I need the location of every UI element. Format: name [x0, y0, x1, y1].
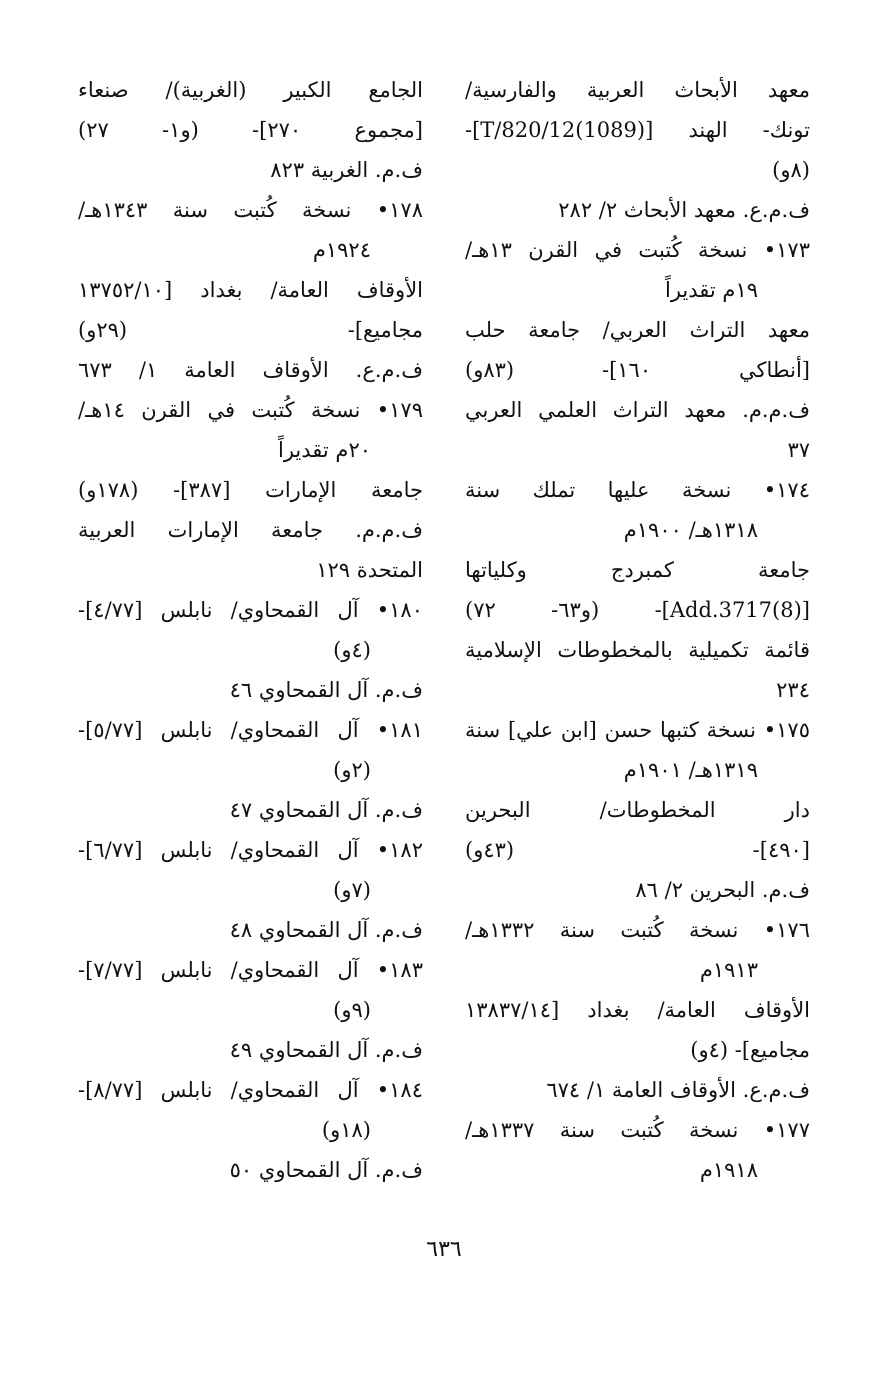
right-column-line: معهد التراث العربي/ جامعة حلب: [465, 318, 810, 342]
right-column-line: ١٧٦• نسخة كُتبت سنة ١٣٣٢هـ/: [465, 918, 810, 942]
left-column-line: ١٩٢٤م: [312, 238, 371, 262]
right-column-line: [Add.3717(8)]- (و٦٣- ٧٢): [465, 598, 810, 622]
left-column-line: (٤و): [333, 638, 371, 662]
right-column-line: جامعة كمبردج وكلياتها: [465, 558, 810, 582]
left-column-line: ١٨٤• آل القمحاوي/ نابلس [٨/٧٧]-: [78, 1078, 423, 1102]
right-column-line: الأوقاف العامة/ بغداد [١٣٨٣٧/١٤: [465, 998, 810, 1022]
right-column-line: قائمة تكميلية بالمخطوطات الإسلامية: [465, 638, 810, 662]
left-column-line: الأوقاف العامة/ بغداد [١٣٧٥٢/١٠: [78, 278, 423, 302]
right-column-line: ٢٣٤: [776, 678, 810, 702]
right-column-line: ١٩١٨م: [699, 1158, 758, 1182]
right-column-line: ف.م. البحرين ٢/ ٨٦: [635, 878, 810, 902]
left-column-line: ١٧٨• نسخة كُتبت سنة ١٣٤٣هـ/: [78, 198, 423, 222]
left-column-line: ف.م. آل القمحاوي ٥٠: [229, 1158, 423, 1182]
left-column-line: [مجموع ٢٧٠]- (و١- ٢٧): [78, 118, 423, 142]
right-column-line: ٣٧: [787, 438, 810, 462]
right-column-line: مجاميع]- (٤و): [690, 1038, 810, 1062]
right-column-line: ١٧٥• نسخة كتبها حسن [ابن علي] سنة: [465, 718, 810, 742]
left-column-line: (١٨و): [321, 1118, 371, 1142]
left-column-line: ف.م. آل القمحاوي ٤٨: [229, 918, 423, 942]
left-column-line: الجامع الكبير (الغربية)/ صنعاء: [78, 78, 423, 102]
right-column-line: ف.م.ع. الأوقاف العامة ١/ ٦٧٤: [546, 1078, 810, 1102]
right-column-line: ١٣١٩هـ/ ١٩٠١م: [623, 758, 758, 782]
left-column-line: ١٨٠• آل القمحاوي/ نابلس [٤/٧٧]-: [78, 598, 423, 622]
right-column: [465, 70, 810, 1190]
right-column-line: ١٧٧• نسخة كُتبت سنة ١٣٣٧هـ/: [465, 1118, 810, 1142]
left-column-line: ٢٠م تقديراً: [278, 438, 371, 462]
left-column-line: ف.م.م. جامعة الإمارات العربية: [78, 518, 423, 542]
right-column-line: ١٧٤• نسخة عليها تملك سنة: [465, 478, 810, 502]
right-column-line: ١٣١٨هـ/ ١٩٠٠م: [623, 518, 758, 542]
left-column-line: ١٨٢• آل القمحاوي/ نابلس [٦/٧٧]-: [78, 838, 423, 862]
right-column-line: دار المخطوطات/ البحرين: [465, 798, 810, 822]
left-column-line: ١٨٣• آل القمحاوي/ نابلس [٧/٧٧]-: [78, 958, 423, 982]
right-column-line: [٤٩٠]- (٤٣و): [465, 838, 810, 862]
left-column-line: ١٧٩• نسخة كُتبت في القرن ١٤هـ/: [78, 398, 423, 422]
left-column-line: ف.م. آل القمحاوي ٤٩: [229, 1038, 423, 1062]
right-column-line: معهد الأبحاث العربية والفارسية/: [465, 78, 810, 102]
left-column: [78, 70, 423, 1190]
left-column-line: مجاميع]- (٢٩و): [78, 318, 423, 342]
right-column-line: ف.م.م. معهد التراث العلمي العربي: [465, 398, 810, 422]
left-column-line: ف.م.ع. الأوقاف العامة ١/ ٦٧٣: [78, 358, 423, 382]
right-column-line: ف.م.ع. معهد الأبحاث ٢/ ٢٨٢: [558, 198, 810, 222]
left-column-line: ١٨١• آل القمحاوي/ نابلس [٥/٧٧]-: [78, 718, 423, 742]
left-column-line: (٩و): [333, 998, 371, 1022]
right-column-line: ١٩م تقديراً: [665, 278, 758, 302]
left-column-line: (٢و): [333, 758, 371, 782]
left-column-line: جامعة الإمارات [٣٨٧]- (١٧٨و): [78, 478, 423, 502]
right-column-line: [أنطاكي ١٦٠]- (٨٣و): [465, 358, 810, 382]
left-column-line: ف.م. آل القمحاوي ٤٧: [229, 798, 423, 822]
left-column-line: ف.م. الغربية ٨٢٣: [270, 158, 423, 182]
left-column-line: ف.م. آل القمحاوي ٤٦: [229, 678, 423, 702]
right-column-line: ١٧٣• نسخة كُتبت في القرن ١٣هـ/: [465, 238, 810, 262]
right-column-line: ١٩١٣م: [699, 958, 758, 982]
right-column-line: تونك- الهند [T/820/12(1089)]-: [465, 118, 810, 142]
left-column-line: المتحدة ١٢٩: [316, 558, 423, 582]
page-number: ٦٣٦: [426, 1237, 462, 1262]
right-column-line: (٨و): [772, 158, 810, 182]
left-column-line: (٧و): [333, 878, 371, 902]
